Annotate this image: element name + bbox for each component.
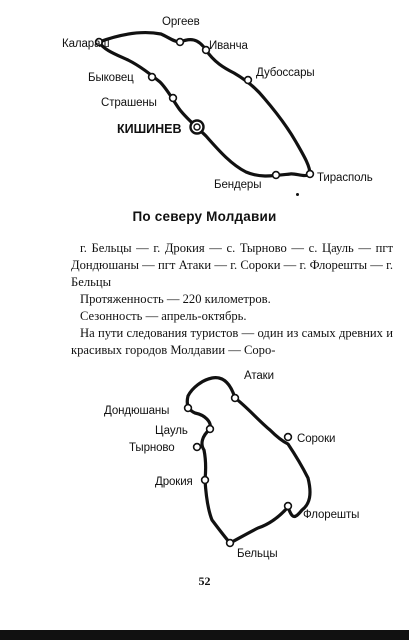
stop-dubossary (245, 77, 252, 84)
label-dubossary: Дубоссары (256, 67, 315, 79)
label-orgeev: Оргеев (162, 16, 200, 28)
page-number: 52 (198, 574, 211, 588)
page-edge-shadow (0, 630, 409, 640)
length-paragraph: Протяженность — 220 километров. (80, 292, 271, 306)
section-title: По северу Молдавии (132, 209, 277, 224)
label-soroki: Сороки (297, 433, 336, 445)
stop-tiraspol (307, 171, 314, 178)
label-kishinev: КИШИНЕВ (117, 122, 182, 136)
stop-floreshty (285, 503, 292, 510)
stop-soroki (285, 434, 292, 441)
label-ivancha: Иванча (209, 40, 248, 52)
label-tyrnovo: Тырново (129, 442, 175, 454)
label-kalarash: Калараш (62, 38, 110, 50)
stop-drokiya (202, 477, 209, 484)
stop-bendery (273, 172, 280, 179)
label-bendery: Бендеры (214, 179, 262, 191)
label-ataki: Атаки (244, 370, 274, 382)
stop-strasheny (170, 95, 177, 102)
stop-orgeev (177, 39, 184, 46)
label-donduseny: Дондюшаны (104, 405, 170, 417)
stop-tsaul (207, 426, 214, 433)
route-map-kishinev (0, 0, 409, 200)
label-strasheny: Страшены (101, 97, 157, 109)
label-drokiya: Дрокия (155, 476, 193, 488)
stop-ataki (232, 395, 239, 402)
stop-bykovets (149, 74, 156, 81)
capital-marker-inner (194, 124, 200, 130)
label-floreshty: Флорешты (303, 509, 360, 521)
route-line-north-loop (187, 378, 310, 543)
stop-tyrnovo (194, 444, 201, 451)
stop-donduseny (185, 405, 192, 412)
speck (296, 193, 299, 196)
stop-beltsy (227, 540, 234, 547)
body-text (71, 240, 393, 359)
label-tsaul: Цауль (155, 425, 188, 437)
label-bykovets: Быковец (88, 72, 134, 84)
route-map-north (0, 360, 409, 570)
season-paragraph: Сезонность — апрель-октябрь. (80, 309, 247, 323)
route-paragraph: г. Бельцы — г. Дрокия — с. Тырново — с. Цауль — пгт Дондюшаны — пгт Атаки — г. Сороки — г. Флорешты — г. Бельцы (71, 241, 393, 289)
label-tiraspol: Тирасполь (317, 172, 373, 184)
label-beltsy: Бельцы (237, 548, 278, 560)
intro-paragraph: На пути следования туристов — один из самых древних и красивых городов Молдавии — Соро- (71, 326, 393, 357)
